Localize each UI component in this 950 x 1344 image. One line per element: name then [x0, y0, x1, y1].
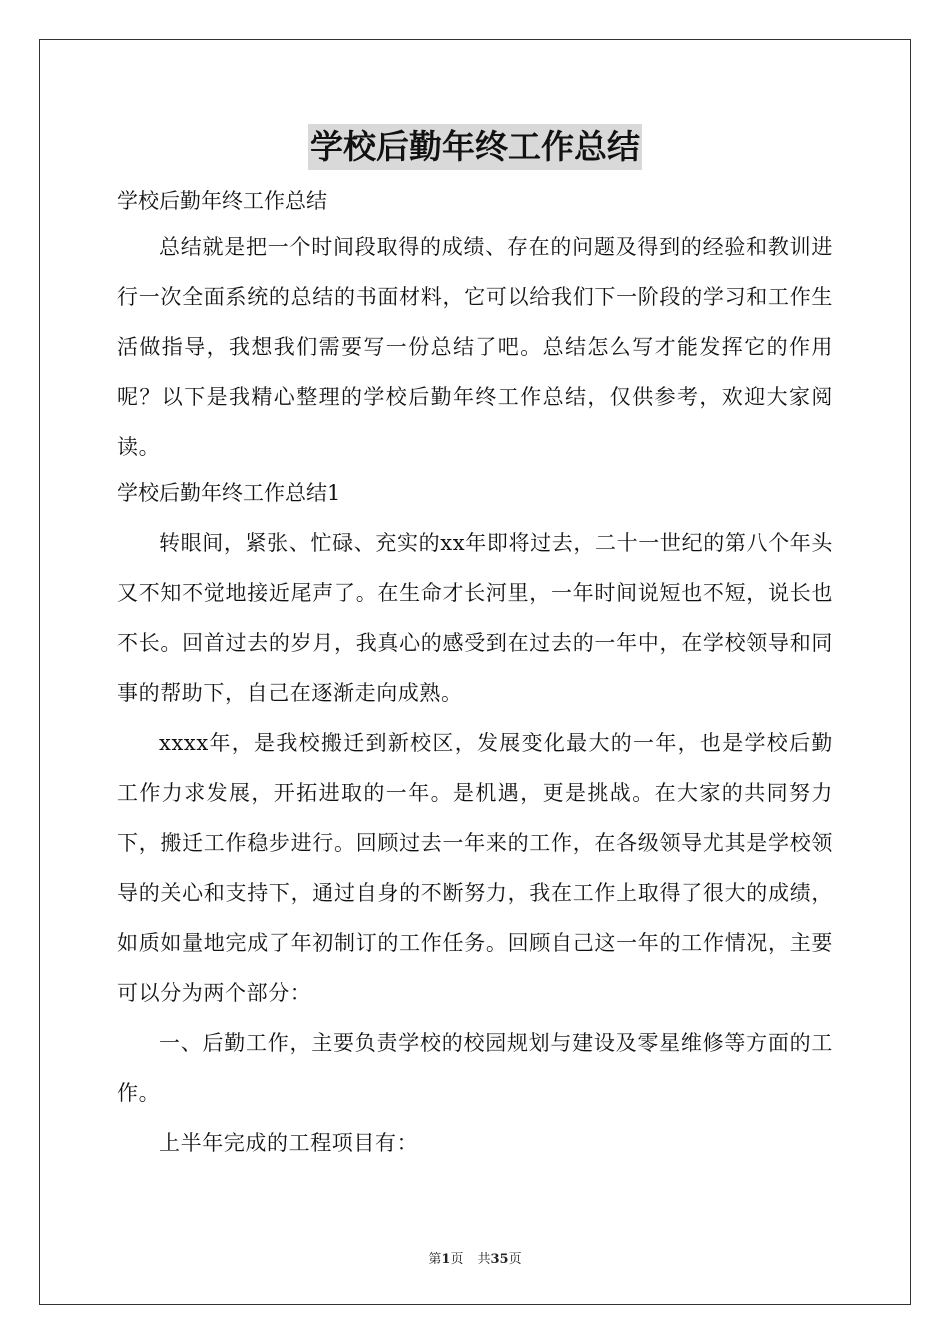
document-subtitle: 学校后勤年终工作总结: [117, 189, 327, 213]
intro-paragraph: 总结就是把一个时间段取得的成绩、存在的问题及得到的经验和教训进行一次全面系统的总结的书面材料，它可以给我们下一阶段的学习和工作生活做指导，我想我们需要写一份总结了吧。总结怎么写才能发挥它的作用呢？以下是我精心整理的学校后勤年终工作总结，仅供参考，欢迎大家阅读。: [117, 235, 833, 459]
total-prefix: 共: [477, 1252, 491, 1267]
page-number: 1: [441, 1252, 451, 1267]
body-paragraph-2: xxxx年，是我校搬迁到新校区，发展变化最大的一年，也是学校后勤工作力求发展，开拓进取的一年。是机遇，更是挑战。在大家的共同努力下，搬迁工作稳步进行。回顾过去一年来的工作，在各级领导尤其是学校领导的关心和支持下，通过自身的不断努力，我在工作上取得了很大的成绩，如质如量地完成了年初制订的工作任务。回顾自己这一年的工作情况，主要可以分为两个部分：: [117, 731, 833, 1005]
total-suffix: 页: [508, 1252, 522, 1267]
page-suffix: 页: [450, 1252, 464, 1267]
body-paragraph-4: 上半年完成的工程项目有：: [159, 1131, 419, 1155]
total-pages: 35: [490, 1252, 509, 1267]
body-paragraph-1: 转眼间，紧张、忙碌、充实的xx年即将过去，二十一世纪的第八个年头又不知不觉地接近尾声了。在生命才长河里，一年时间说短也不短，说长也不长。回首过去的岁月，我真心的感受到在过去的一年中，在学校领导和同事的帮助下，自己在逐渐走向成熟。: [117, 531, 833, 705]
document-title: 学校后勤年终工作总结: [308, 124, 642, 170]
title-container: [0, 124, 950, 170]
document-body: [117, 180, 833, 1168]
section-heading: 学校后勤年终工作总结1: [117, 481, 341, 505]
body-paragraph-3: 一、后勤工作，主要负责学校的校园规划与建设及零星维修等方面的工作。: [117, 1031, 833, 1105]
page-prefix: 第: [428, 1252, 442, 1267]
page-footer: [0, 1248, 950, 1267]
